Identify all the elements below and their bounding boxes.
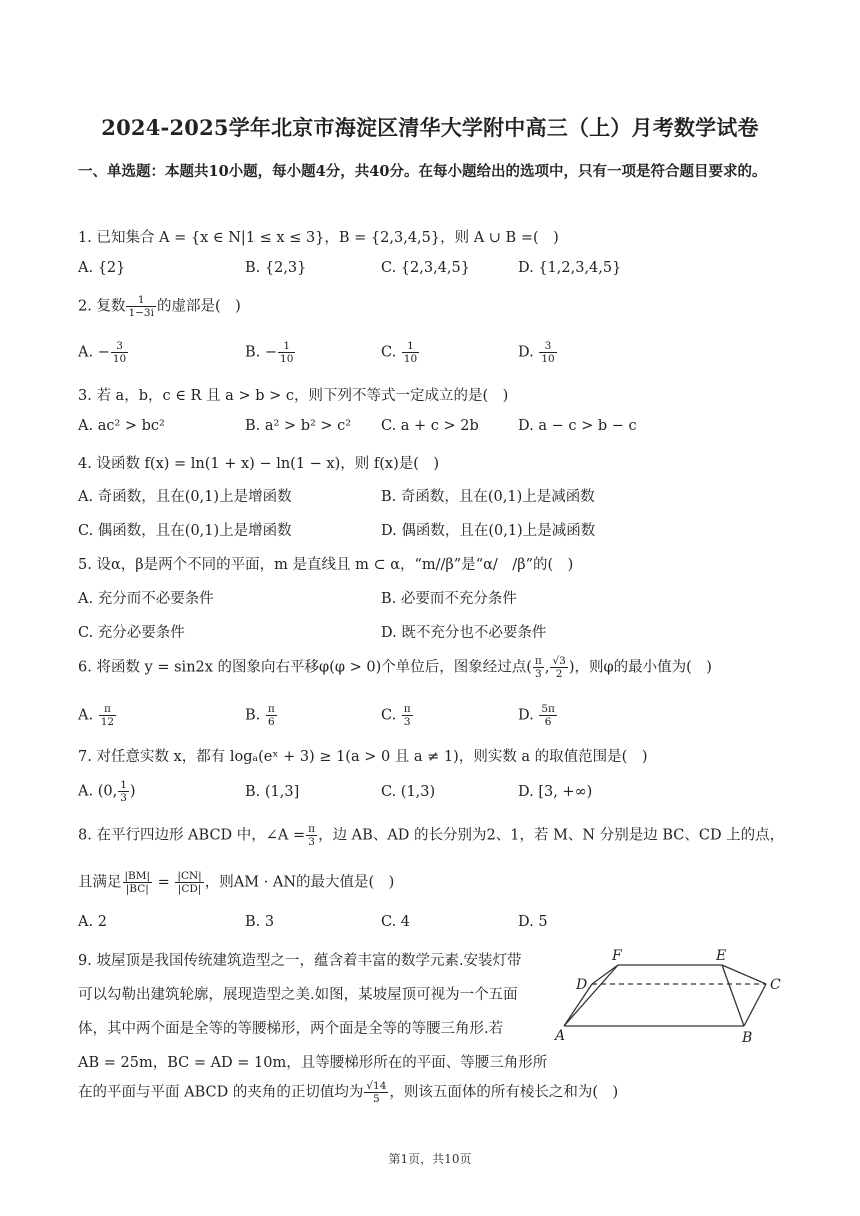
q7a-frac	[118, 779, 129, 804]
q2d-num: 3	[539, 340, 556, 353]
q6c-pre: C.	[381, 707, 401, 724]
q8-f1-num: |BM|	[124, 870, 151, 882]
q6c-num: π	[403, 703, 411, 715]
q6d-frac	[539, 703, 557, 728]
q6b-pre: B.	[245, 707, 265, 724]
label-c: C	[770, 977, 781, 993]
q7a-num: 1	[120, 779, 127, 791]
q6-stem-post: )，则φ的最小值为( )	[568, 659, 712, 676]
q8-stem-post: ，边 AB、AD 的长分别为2、1，若 M、N 分别是边 BC、CD 上的点，	[318, 827, 785, 844]
q1-option-d[interactable]: D. {1,2,3,4,5}	[518, 260, 622, 276]
q4-option-d[interactable]: D. 偶函数，且在(0,1)上是减函数	[381, 523, 596, 539]
q2c-num: 1	[402, 340, 419, 353]
q9-line-2: 可以勾勒出建筑轮廓，展现造型之美.如图，某坡屋顶可视为一个五面	[78, 987, 518, 1003]
q6-option-a[interactable]	[78, 703, 117, 728]
question-8-stem	[78, 823, 784, 848]
label-b: B	[742, 1030, 753, 1046]
q2a-den: 10	[112, 353, 127, 365]
q7a-post: )	[129, 783, 136, 800]
question-7-stem: 7. 对任意实数 x，都有 logₐ(eˣ + 3) ≥ 1(a > 0 且 a ≠ 1)，则实数 a 的取值范围是( )	[78, 749, 648, 765]
q7-option-d[interactable]: D. [3, +∞)	[518, 784, 593, 800]
q2a-frac	[111, 340, 128, 365]
q1-option-a[interactable]: A. {2}	[78, 260, 126, 276]
edge-cb	[744, 984, 766, 1026]
q8-angle-frac	[306, 823, 317, 848]
q9-tan-den: 5	[373, 1093, 380, 1105]
q6a-num: π	[99, 703, 116, 716]
q2b-num: 1	[278, 340, 295, 353]
q8-f1-den: |BC|	[125, 883, 149, 895]
q2-stem-pre: 2. 复数	[78, 298, 126, 315]
q6-point-y	[550, 655, 567, 680]
label-d: D	[576, 977, 588, 993]
edge-df	[592, 965, 618, 984]
q5-option-c[interactable]: C. 充分必要条件	[78, 625, 185, 641]
q6d-pre: D.	[518, 707, 539, 724]
page-title: 2024-2025学年北京市海淀区清华大学附中高三（上）月考数学试卷	[101, 115, 759, 140]
edge-eb	[722, 965, 744, 1026]
q6-py-num: √3	[552, 655, 566, 667]
q9-tan-frac	[364, 1080, 388, 1105]
q6a-frac	[99, 703, 116, 728]
q8-line2-post: ，则AM · AN的最大值是( )	[204, 874, 395, 891]
q6-stem-pre: 6. 将函数 y = sin2x 的图象向右平移φ(φ > 0)个单位后，图象经过点(	[78, 659, 532, 676]
q7a-pre: A. (0,	[78, 783, 118, 800]
question-9-line-5	[78, 1080, 618, 1105]
q7-option-a[interactable]	[78, 779, 136, 804]
q9-line-4: AB = 25m，BC = AD = 10m，且等腰梯形所在的平面、等腰三角形所	[78, 1055, 548, 1071]
q9-last-pre: 在的平面与平面 ABCD 的夹角的正切值均为	[78, 1084, 364, 1101]
q2b-frac	[278, 340, 295, 365]
q6-px-den: 3	[535, 668, 542, 680]
q6d-den: 6	[544, 716, 552, 728]
q8-option-a[interactable]: A. 2	[78, 914, 107, 930]
q8-line2-pre: 且满足	[78, 874, 122, 891]
q2-option-a[interactable]	[78, 340, 129, 365]
q8-f2-num: |CN|	[177, 870, 202, 882]
q8-angle-num: π	[308, 823, 316, 835]
q6a-den: 12	[100, 716, 115, 728]
q6a-pre: A.	[78, 707, 98, 724]
q7-option-c[interactable]: C. (1,3)	[381, 784, 436, 800]
question-9-stem	[78, 944, 548, 1080]
q6-option-c[interactable]	[381, 703, 414, 728]
roof-figure	[552, 940, 792, 1050]
q2-frac-num: 1	[126, 294, 156, 307]
q2a-num: 3	[111, 340, 128, 353]
q3-option-c[interactable]: C. a + c > 2b	[381, 418, 479, 434]
q6b-frac	[266, 703, 277, 728]
q8-option-d[interactable]: D. 5	[518, 914, 548, 930]
q6c-den: 3	[403, 716, 411, 728]
q7-option-b[interactable]: B. (1,3]	[245, 784, 300, 800]
q2-frac-den: 1−3i	[128, 307, 154, 319]
q8-ratio-left	[123, 870, 153, 895]
q2c-den: 10	[403, 353, 418, 365]
q9-line-1: 9. 坡屋顶是我国传统建筑造型之一，蕴含着丰富的数学元素.安装灯带	[78, 953, 522, 969]
q4-option-b[interactable]: B. 奇函数，且在(0,1)上是减函数	[381, 489, 595, 505]
q5-option-d[interactable]: D. 既不充分也不必要条件	[381, 625, 547, 641]
page-footer: 第1页，共10页	[388, 1152, 472, 1166]
q9-line-3: 体，其中两个面是全等的等腰梯形，两个面是全等的等腰三角形.若	[78, 1021, 504, 1037]
edge-af	[564, 965, 618, 1026]
question-1-stem: 1. 已知集合 A = {x ∈ N|1 ≤ x ≤ 3}，B = {2,3,4,5}，则 A ∪ B =( )	[78, 230, 559, 246]
q4-option-c[interactable]: C. 偶函数，且在(0,1)上是增函数	[78, 523, 292, 539]
q6c-frac	[402, 703, 413, 728]
q8-stem-pre: 8. 在平行四边形 ABCD 中，∠A =	[78, 827, 306, 844]
q8-ratio-right	[175, 870, 203, 895]
q9-last-post: ，则该五面体的所有棱长之和为( )	[389, 1084, 619, 1101]
q6-px-num: π	[534, 655, 542, 667]
q6-point-x	[533, 655, 544, 680]
question-6-stem: 6. 将函数 y = sin2x 的图象向右平移φ(φ > 0)个单位后，图象经过点( $\frac{\pi}{3}$ , $\frac{√3}{2}$ )，则φ的最小值为( )	[78, 655, 712, 680]
q8-angle-den: 3	[308, 836, 315, 848]
q6-option-d[interactable]	[518, 703, 558, 728]
q2d-den: 10	[541, 353, 555, 365]
q6-py-den: 2	[555, 668, 563, 680]
q2-option-c[interactable]	[381, 340, 420, 365]
q2d-pre: D.	[518, 344, 539, 361]
label-a: A	[555, 1028, 566, 1044]
q5-option-a[interactable]: A. 充分而不必要条件	[78, 591, 214, 607]
q2b-pre: B. −	[245, 344, 278, 361]
q1-option-b[interactable]: B. {2,3}	[245, 260, 307, 276]
q2-option-b[interactable]	[245, 340, 296, 365]
q3-option-d[interactable]: D. a − c > b − c	[518, 418, 637, 434]
question-5-stem: 5. 设α，β是两个不同的平面，m 是直线且 m ⊂ α，“m//β”是“α/ /β”的( )	[78, 557, 574, 573]
q9-tan-num: √14	[366, 1080, 387, 1092]
q8-option-c[interactable]: C. 4	[381, 914, 411, 930]
q2c-frac	[402, 340, 419, 365]
q2a-pre: A. −	[78, 344, 110, 361]
label-f: F	[612, 948, 622, 964]
q5-option-b[interactable]: B. 必要而不充分条件	[381, 591, 517, 607]
q2-stem-post: 的虚部是( )	[156, 298, 241, 315]
q2-fraction	[126, 294, 156, 319]
q4-option-a[interactable]: A. 奇函数，且在(0,1)上是增函数	[78, 489, 292, 505]
q3-option-b[interactable]: B. a² > b² > c²	[245, 418, 352, 434]
q8-option-b[interactable]: B. 3	[245, 914, 275, 930]
question-8-line2: 且满足 $\frac{|BM|}{|BC|}$ = $\frac{|CN|}{|CD|}$ ，则AM · AN的最大值是( )	[78, 870, 395, 895]
q6d-num: 5π	[541, 703, 555, 715]
q2c-pre: C.	[381, 344, 401, 361]
question-4-stem: 4. 设函数 f(x) = ln(1 + x) − ln(1 − x)，则 f(x)是( )	[78, 456, 440, 472]
question-3-stem: 3. 若 a，b，c ∈ R 且 a > b > c，则下列不等式一定成立的是( )	[78, 388, 509, 404]
q6b-num: π	[267, 703, 275, 715]
label-e: E	[716, 948, 727, 964]
edge-ec	[722, 965, 766, 984]
q3-option-a[interactable]: A. ac² > bc²	[78, 418, 165, 434]
q7a-den: 3	[120, 792, 127, 804]
question-2-stem	[78, 294, 241, 319]
q2b-den: 10	[280, 353, 294, 365]
section-heading: 一、单选题：本题共10小题，每小题4分，共40分。在每小题给出的选项中，只有一项是符合题目要求的。	[78, 163, 767, 180]
q2-option-d[interactable]	[518, 340, 558, 365]
q2d-frac	[539, 340, 556, 365]
q1-option-c[interactable]: C. {2,3,4,5}	[381, 260, 470, 276]
q8-f2-den: |CD|	[177, 883, 202, 895]
q6-option-b[interactable]	[245, 703, 278, 728]
q6b-den: 6	[267, 716, 275, 728]
